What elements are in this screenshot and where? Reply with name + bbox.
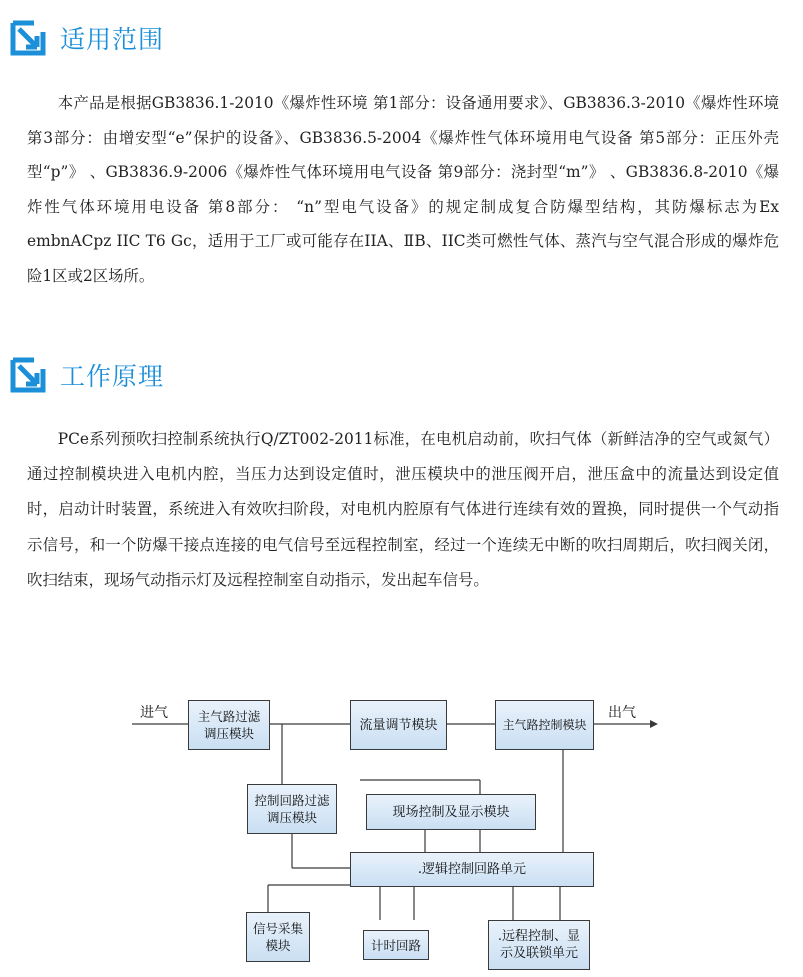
control-filter-box (247, 784, 337, 834)
box-line: 调压模块 (203, 726, 254, 741)
box-line: 控制回路过滤 (254, 793, 330, 808)
box-line: 主气路控制模块 (502, 717, 587, 732)
timer-loop-box (363, 930, 429, 960)
box-line: 示及联锁单元 (499, 946, 578, 961)
box-line: 现场控制及显示模块 (392, 804, 510, 820)
flow-regulator-box (350, 700, 447, 750)
section-title-principle: 工作原理 (60, 362, 165, 391)
principle-paragraph: PCe系列预吹扫控制系统执行Q/ZT002-2011标准，在电机启动前，吹扫气体（新鲜洁净的空气或氮气）通过控制模块进入电机内腔，当压力达到设定值时，泄压模块中的泄压阀开启，泄压盒中的流量达到设定值时，启动计时装置，系统进入有效吹扫阶段，对电机内腔原有气体进行连续有效的置换，同时提供一个气动指示信号，和一个防爆干接点连接的电气信号至远程控制室，经过一个连续无中断的吹扫周期后，吹扫阀关闭，吹扫结束，现场气动指示灯及远程控制室自动指示，发出起车信号。 (27, 430, 779, 589)
main-filter-box (188, 700, 270, 750)
box-line: 主气路过滤 (197, 709, 261, 724)
inlet-label: 进气 (140, 705, 168, 721)
box-line: 模块 (265, 938, 291, 953)
corner-arrow-icon (10, 20, 46, 56)
box-line: 流量调节模块 (359, 717, 438, 733)
box-line: .逻辑控制回路单元 (417, 862, 527, 877)
signal-acquisition-box (246, 912, 310, 962)
outlet-label: 出气 (608, 705, 636, 721)
box-line: 调压模块 (266, 810, 317, 825)
field-display-box (366, 794, 536, 830)
box-line: 信号采集 (252, 921, 303, 936)
remote-interlock-box (488, 920, 590, 970)
corner-arrow-icon (10, 357, 46, 393)
scope-paragraph: 本产品是根据GB3836.1-2010《爆炸性环境 第1部分：设备通用要求》、GB3836.3-2010《爆炸性环境 第3部分：由增安型“e”保护的设备》、GB3836.5-2004《爆炸性气体环境用电气设备 第5部分：正压外壳型“p”》 、GB3836.9-2006《爆炸性气体环境用电气设备 第9部分：浇封型“m”》 、GB3836.8-2010《爆炸性气体环境用电设备 第8部分： “n”型电气设备》的规定制成复合防爆型结构，其防爆标志为Ex embnACpz IIC T6 Gc，适用于工厂或可能存在IIA、ⅡB、IIC类可燃性气体、蒸汽与空气混合形成的爆炸危险1区或2区场所。 (27, 94, 779, 285)
system-block-diagram (110, 680, 710, 977)
section-header-principle (10, 355, 164, 395)
section-header-scope (10, 18, 164, 58)
main-control-box (495, 700, 594, 750)
logic-control-box (350, 852, 594, 887)
section-title-scope: 适用范围 (60, 25, 165, 54)
box-line: .远程控制、显 (497, 929, 581, 944)
box-line: 计时回路 (370, 937, 421, 953)
